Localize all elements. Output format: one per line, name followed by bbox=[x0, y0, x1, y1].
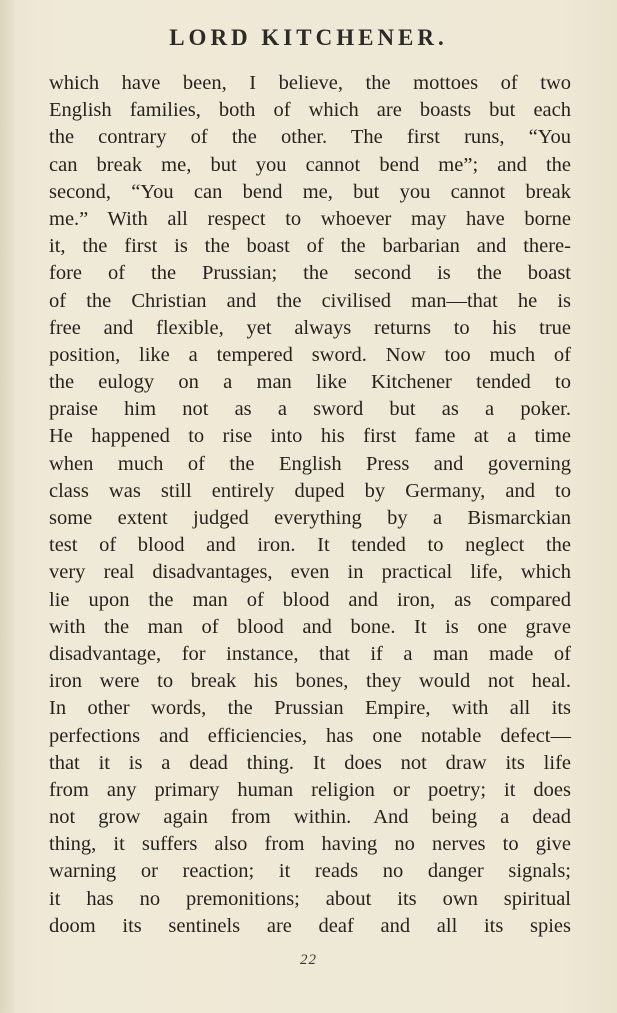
text-line: iron were to break his bones, they would not heal. bbox=[49, 670, 571, 693]
text-line: praise him not as a sword but as a poker. bbox=[49, 398, 571, 421]
running-head: LORD KITCHENER. bbox=[169, 25, 448, 50]
text-line: doom its sentinels are deaf and all its spies bbox=[49, 914, 571, 937]
text-line: it, the first is the boast of the barbarian and there- bbox=[49, 235, 571, 258]
text-line: fore of the Prussian; the second is the boast bbox=[49, 262, 571, 285]
text-line: disadvantage, for instance, that if a man made of bbox=[49, 642, 571, 665]
text-line: it has no premonitions; about its own spiritual bbox=[49, 887, 571, 910]
text-line: from any primary human religion or poetry; it does bbox=[49, 778, 571, 801]
text-line: position, like a tempered sword. Now too much of bbox=[49, 343, 571, 366]
text-line: me.” With all respect to whoever may have borne bbox=[49, 207, 571, 230]
page-gutter bbox=[0, 0, 14, 1013]
text-line: very real disadvantages, even in practical life, which bbox=[49, 561, 571, 584]
text-line: when much of the English Press and governing bbox=[49, 452, 571, 475]
text-line: class was still entirely duped by Germany, and to bbox=[49, 479, 571, 502]
text-line: the eulogy on a man like Kitchener tended to bbox=[49, 371, 571, 394]
text-line: warning or reaction; it reads no danger signals; bbox=[49, 860, 571, 883]
text-line: perfections and efficiencies, has one notable defect— bbox=[49, 724, 571, 747]
text-line: with the man of blood and bone. It is one grave bbox=[49, 615, 571, 638]
text-line: free and flexible, yet always returns to his true bbox=[49, 316, 571, 339]
text-line: can break me, but you cannot bend me”; and the bbox=[49, 153, 571, 176]
text-line: English families, both of which are boasts but each bbox=[49, 99, 571, 122]
text-line: test of blood and iron. It tended to neglect the bbox=[49, 534, 571, 557]
text-line: In other words, the Prussian Empire, with all its bbox=[49, 697, 571, 720]
body-text bbox=[49, 70, 571, 940]
text-line: lie upon the man of blood and iron, as compared bbox=[49, 588, 571, 611]
text-line: He happened to rise into his first fame at a time bbox=[49, 425, 571, 448]
text-line: some extent judged everything by a Bismarckian bbox=[49, 507, 571, 529]
page-number: 22 bbox=[300, 952, 317, 968]
text-line: not grow again from within. And being a dead bbox=[49, 806, 571, 829]
text-line: the contrary of the other. The first runs, “You bbox=[49, 126, 571, 149]
text-line: which have been, I believe, the mottoes of two bbox=[49, 72, 571, 94]
text-line: of the Christian and the civilised man—that he is bbox=[49, 289, 571, 312]
text-line: second, “You can bend me, but you cannot break bbox=[49, 180, 571, 203]
text-line: thing, it suffers also from having no nerves to give bbox=[49, 833, 571, 856]
text-line: that it is a dead thing. It does not draw its life bbox=[49, 751, 571, 774]
